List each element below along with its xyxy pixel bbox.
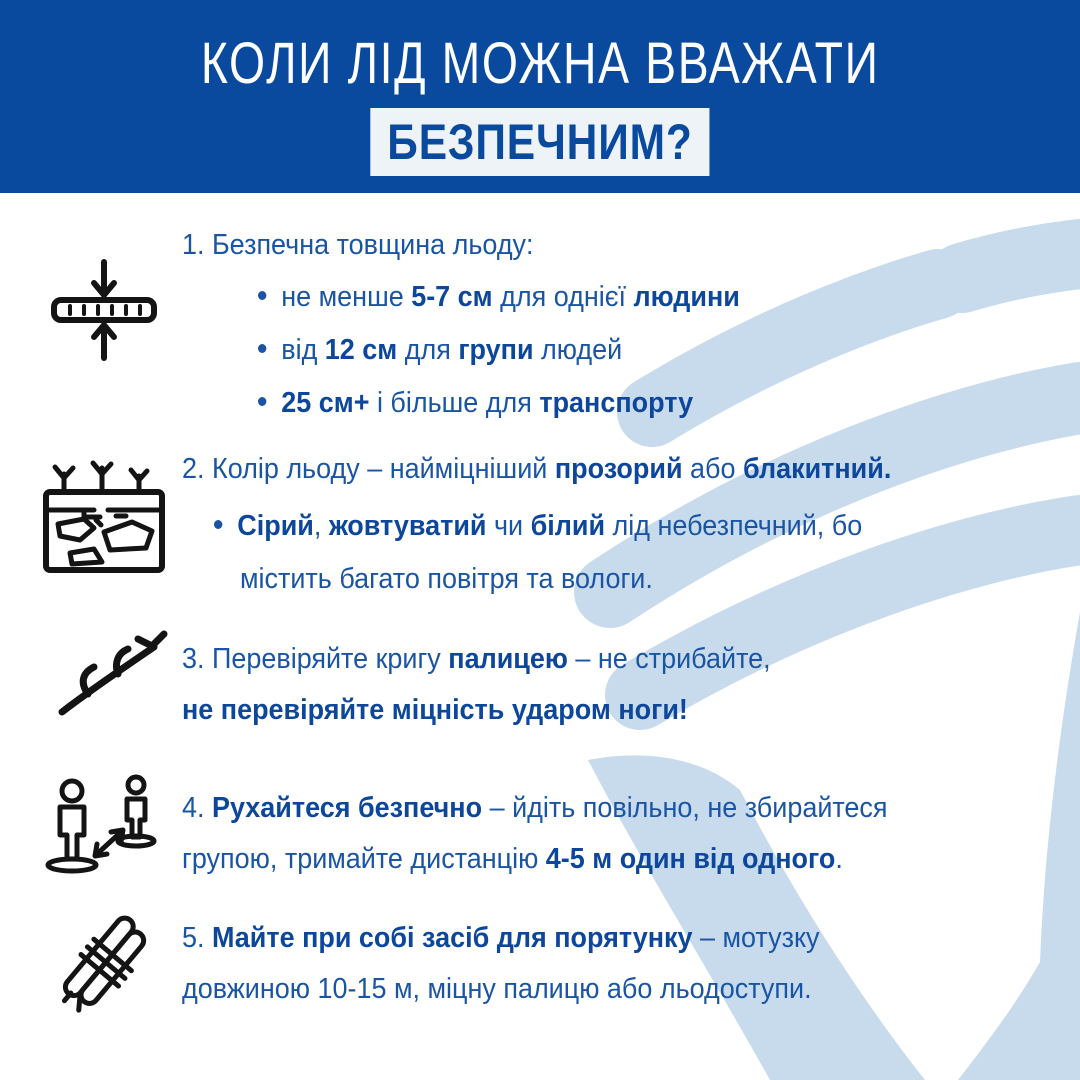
header-banner (0, 0, 1080, 193)
item-4-line-1: 4. Рухайтеся безпечно – йдіть повільно, не збирайтеся (182, 792, 888, 824)
keep-distance-icon (40, 775, 164, 883)
page-title: КОЛИ ЛІД МОЖНА ВВАЖАТИ (200, 31, 880, 96)
item-1-bullet-3: 25 см+ і більше для транспорту (258, 384, 693, 422)
item-1-bullet-1: не менше 5-7 см для однієї людини (258, 278, 740, 316)
ice-thickness-icon (46, 258, 162, 362)
item-1-bullet-2: від 12 см для групи людей (258, 331, 622, 369)
item-5-line-1: 5. Майте при собі засіб для порятунку – мотузку (182, 922, 820, 954)
test-stick-icon (54, 630, 166, 722)
item-2-bullet-1: Сірий, жовтуватий чи білий лід небезпечний, бо (214, 507, 862, 545)
item-1-heading: 1. Безпечна товщина льоду: (182, 229, 534, 261)
title-highlight-badge: БЕЗПЕЧНИМ? (370, 108, 709, 176)
item-2-bullet-1-wrap: містить багато повітря та вологи. (240, 563, 653, 595)
item-3-line-2: не перевіряйте міцність ударом ноги! (182, 694, 688, 726)
rescue-rope-icon (46, 912, 162, 1020)
item-4-line-2: групою, тримайте дистанцію 4-5 м один від одного. (182, 843, 843, 875)
item-2-heading: 2. Колір льоду – найміцніший прозорий або блакитний. (182, 453, 892, 485)
item-5-line-2: довжиною 10-15 м, міцну палицю або льодоступи. (182, 973, 812, 1005)
item-3-line-1: 3. Перевіряйте кригу палицею – не стрибайте, (182, 643, 771, 675)
ice-color-icon (40, 458, 168, 576)
